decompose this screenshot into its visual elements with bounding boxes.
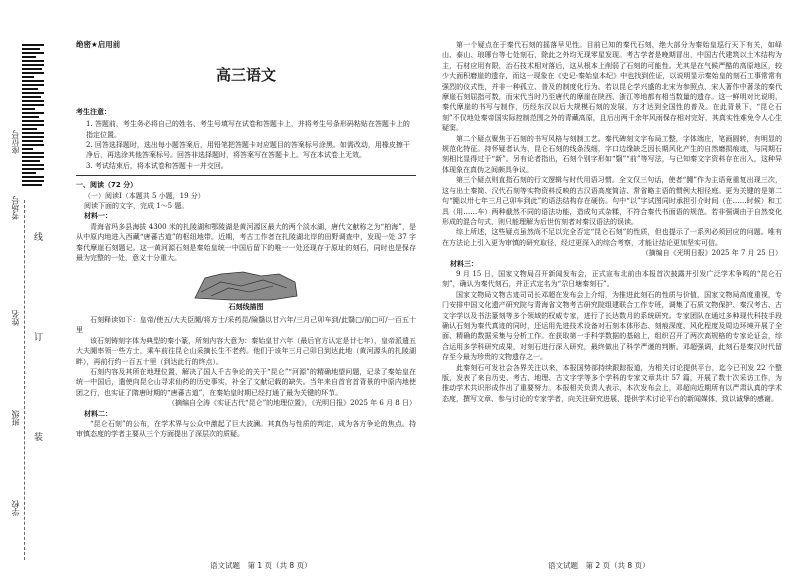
binding-mark-pack: 装 [34,433,44,443]
subsection-heading: （一）阅读Ⅰ（本题共 5 小题，19 分） [84,191,205,200]
binding-line [24,200,25,560]
paragraph: 此秦刻石可发社会各界关注以来，本报国势部持续跟踪报道，为相关讨论提供平台，迄今已刊发 22 个整版，发表了来自历史、考古、地理、古文字学等多个学科的专家文章共计 57 篇，开展了数十次采访工作，为推动学术共识形成作出了重要努力。本报相关负责人表示，本次发布会上，邓超向近期所有以严肃认真的学术态度，撰写文章、参与讨论的专家学者，向关注研究进展、提供学术讨论平台的新闻媒体，致以诚挚的感谢。 [442,363,782,403]
class-label: 班级 [11,410,20,426]
divider [76,175,416,176]
page-1 [76,40,416,440]
binding-strip [6,130,50,560]
paragraph: 青海省玛多县海拔 4300 米的扎陵湖和鄂陵湖是黄河源区最大的两个淡水湖，唐代文献称之为“柏海”，是从中原内地进入西藏“唐蕃古道”的枢纽地带。近期，考古工作者在扎陵湖北岸的田野调查中，发现一处 37 字秦代摩崖石刻题记。这一黄河源石刻是秦始皇统一中国后留下的唯一一处还现存于原址的刻石，同时也是保存最为完整的一处，意义十分重大。 [76,222,416,263]
notice-item: 3. 考试结束后，将本试卷和答题卡一并交回。 [86,161,228,170]
material-1-label: 材料一： [84,212,112,221]
secret-label: 绝密★启用前 [76,40,121,49]
notice-item: 2. 回答选择题时，选出每小题答案后，用铅笔把答题卡对应题目的答案标号涂黑。如需改动，用橡皮擦干净后，再选涂其他答案标号。回答非选择题时，将答案写在答题卡上。写在本试卷上无效。 [86,141,410,160]
source-citation: （摘编自《光明日报》2025 年 7 月 25 日） [641,249,782,258]
paragraph: 9 月 15 日，国家文物局召开新闻发布会，正式宣布北前由本报首次披露并引发广泛学术争鸣的“昆仑石刻”，确认为秦代刻石，并正式定名为“尕日塘秦刻石”。 [442,269,782,289]
section-heading: 一、阅读（72 分） [76,181,138,190]
instruction: 阅读下面的文字，完成 1～5 题。 [84,202,189,211]
source-citation: （摘编自仝涛《实证古代“昆仑”的地理位置》，《光明日报》2025 年 6 月 8 日） [167,399,416,408]
material-3-label: 材料三： [450,259,478,268]
notice-title: 考生注意： [76,107,111,116]
stone-inscription-figure [191,268,301,302]
page-footer: 语文试题 第 2 页（共 8 页） [548,561,650,570]
paragraph: 国家文物局文物古迹司司长邓超在发布会上介绍，为推进此刻石的性质与价值，国家文物局高度重视，专门安排中国文化遗产研究院与青海省文物考古研究院组建联合工作专班，调集了石质文物保护、秦汉考古、古文字学以及书法篆刻等多个领域的权威专家，进行了长达数月的系统研究。专家团队在通过多种现代科技手段确认石刻为秦代真迹的同时，还运用先进技术设备对石刻本体形态、刻痕深度、风化程度及周边环境开展了全面、精确的数据采集与分析工作。在获取第一手科学数据的基础上，组织召开了两次高规格的专家论证会，综合运用多学科研究成果，对刻石进行深入研究，最终做出了科学严谨的判断。邓超强调，此刻石是秦汉时代留存至今最为珍贵的文物遗存之一。 [442,290,782,362]
material-2-label: 材料二： [84,409,112,418]
seat-label: 座位号 [11,130,20,154]
paragraph: 综上所述，这些疑点虽然尚不足以完全否定“昆仑石刻”的性质，但也提示了一系列必须回应的问题。唯有在方法论上引入更为审慎的研究取径，经过更深入的综合考察，才能让结论更加坚实可信。 [442,228,782,247]
binding-mark-bind: 订 [34,333,44,343]
page-2 [442,40,782,404]
name-label: 姓名 [11,310,20,326]
school-label: 学校 [11,500,20,516]
paragraph: 石刻内容及其所在地理位置，解决了国人千古争论的关于“昆仑”“河源”的精确地望问题，记录了秦始皇在统一中国后，遣使向昆仑山寻求仙药的历史事实，补全了文献记载的缺失。当年来自首官首背景的中原内地使团之行，也实证了隋唐时期的“唐蕃古道”，在秦始皇时期已经打通了最为关键的环节。 [76,367,416,397]
paragraph: 第三个疑点则直指石刻的行文逻辑与时代用语习惯。全文仅三句话，使者“嘂”作为主语竟重复出现三次，这与出土秦简、汉代石刻等实物资料反映的古汉语高度简洁、常省略主语的惯例大相径庭。更为关键的是第二句“嘂以卅七年三月己卯车到此”的语法结构存在硬伤。句中“以”字试图同时承担引介时间（在……时候）和工具（用……车）两种截然不同的语法功能，造成句式杂糅，不符合秦代书面语的规范。若非强调由于自然变化形成的混合句式，则只能理解为后世仿刻者对秦汉语法的误读。 [442,176,782,226]
paragraph: 该石刻铸刻字体为典型的秦小篆，所刻内容大意为：秦始皇甘六年（最后官方认定是廿七年），皇帝派遣五大夫嘂率领一些方士，乘车前往昆仑山采摘长生不老药。他们于该年三月己卯日到达此地（黄河源头的扎陵湖畔），再前行约一百五十里（到达此行的终点）。 [76,336,416,366]
page-footer: 语文试题 第 1 页（共 8 页） [210,561,312,570]
binding-mark-line: 线 [34,233,44,243]
barcode [22,44,44,194]
notice-item: 1. 答题前，考生务必将自己的姓名、考生号填写在试卷和答题卡上，并将考生号条形码粘贴在答题卡上的指定位置。 [86,120,410,139]
paragraph: 石刻释读如下：皇帝/使五/大夫臣嘂/将方士/采药昆/陯翳以甘六年/三月己卯车到/此翳□/前□可/一百五十里 [76,315,416,335]
paragraph: “昆仑石刻”的公布，在学术界与公众中激起了巨大波澜。其真伪与性质的判定，成为各方争论的焦点。持审慎态度的学者主要从三个方面提出了深层次的质疑。 [76,419,416,439]
figure-caption: 石刻线描图 [228,302,264,311]
page-title: 高三语文 [215,66,276,85]
paragraph: 第一个疑点在于秦代石刻的摇落早见性。目前已知的秦代石刻，绝大部分为秦始皇巡行天下有关，如峄山、泰山、琅琊台等七处刻石，除此之外均无现零星发现。考古学者是晚期冒出，中国古代建筑以土木结构为主，石材应用有限，治石技术相对落后，这从根本上削弱了石刻的可能性。尤其是在气候严酷的高原地区，较少大面积磨崖的遗存，而这一现象在《史记·秦始皇本纪》中也找到佐证，以说明显示秦始皇的刻石工事常常有强烈的仪式性，并非一种孤立、普及的制度化行为。若以昆仑学兴盛的北宋为参照点，宋人著作中著录的秦代摩崖石刻屈指可数，而宋代当时乃至唐代的摩崖在陕西、浙江等地都有相当数量的遗存。这一鲜明对比说明，秦代摩崖的书写与制作，历经东汉以后大规模石刻的发展，方才达到全国性的普及。在此背景下，“昆仑石刻”不仅地处秦帝国实际控制范围之外的青藏高原，且后出两千余年风雨保存相对完好，其真实性难免令人心生疑窦。 [442,41,782,133]
paragraph: 第二个疑点聚焦于石刻的书写风格与刻制工艺。秦代碑刻文字布局工整，字体端庄，笔画圆转，有明显的规范化特征。持怀疑者认为，昆仑石刻的线条浅细，字口边缘缺乏因长期风化产生的自然磨损痕迹，与同期石刻相比显得过于“新”。另有论者指出，石刻个别字形如“翳”“前”等写法，与已知秦文字资料存在出入，这种异体现象在真伪之间颇具争议。 [442,134,782,174]
exam-room-label: 考场号 [11,196,20,220]
